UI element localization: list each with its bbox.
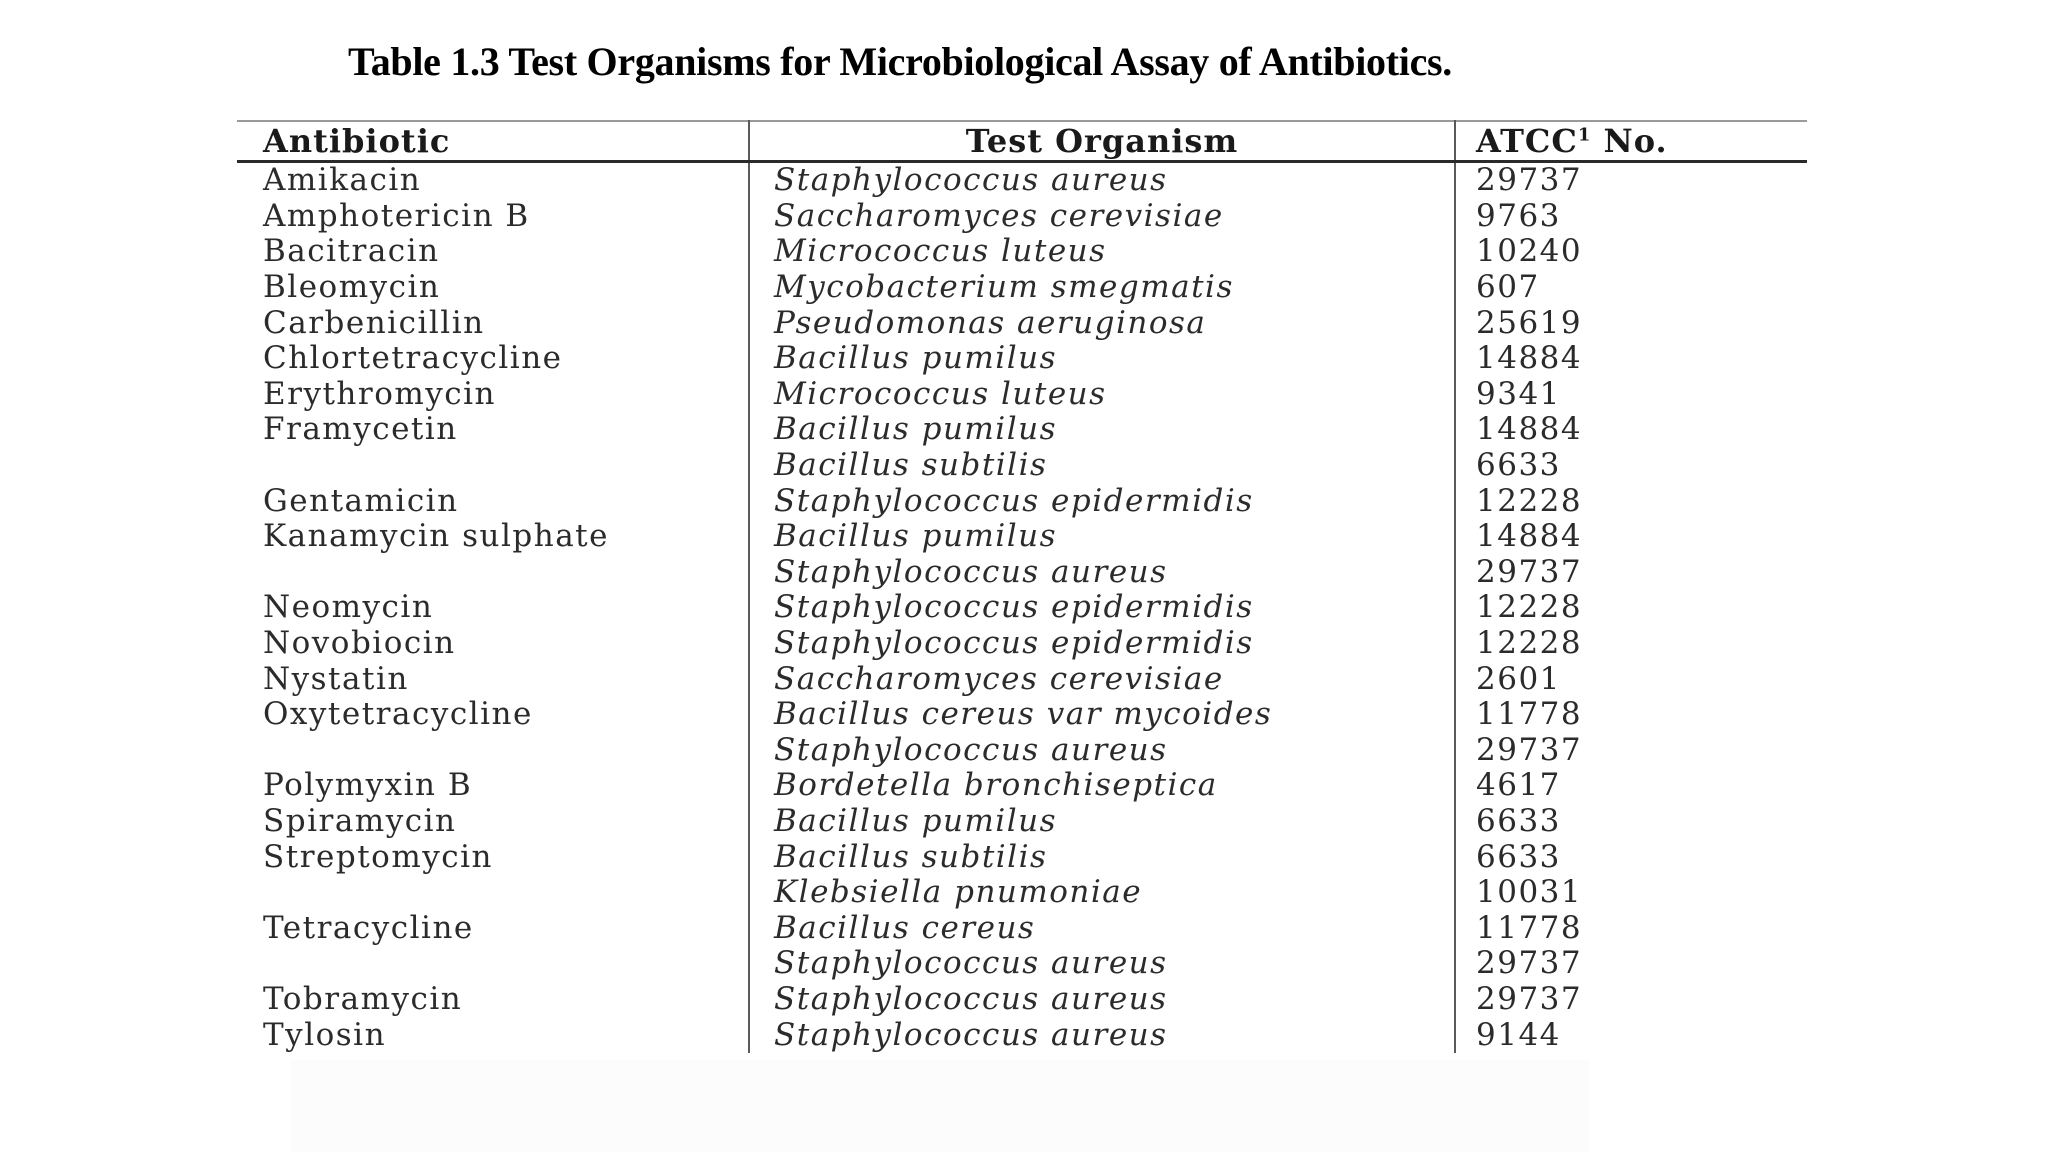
atcc-number-cell: 11778 bbox=[1455, 697, 1807, 733]
table-row bbox=[237, 412, 1807, 448]
table-row bbox=[237, 839, 1807, 875]
antibiotic-cell: Tetracycline bbox=[263, 909, 474, 946]
antibiotic-cell bbox=[237, 946, 749, 982]
antibiotic-table-container bbox=[237, 120, 1807, 1053]
antibiotic-cell: Chlortetracycline bbox=[263, 340, 563, 377]
atcc-number-cell: 9341 bbox=[1455, 377, 1807, 413]
atcc-number-cell: 6633 bbox=[1455, 448, 1807, 484]
atcc-number-cell: 9763 bbox=[1455, 199, 1807, 235]
antibiotic-cell: Amikacin bbox=[263, 162, 422, 199]
test-organism-cell: Bacillus pumilus bbox=[749, 341, 1455, 377]
test-organism-cell: Bacillus pumilus bbox=[749, 804, 1455, 840]
antibiotic-cell bbox=[237, 555, 749, 591]
atcc-number-cell: 25619 bbox=[1455, 305, 1807, 341]
antibiotic-cell: Erythromycin bbox=[263, 375, 497, 412]
antibiotic-cell: Framycetin bbox=[263, 411, 458, 448]
atcc-number-cell: 14884 bbox=[1455, 341, 1807, 377]
table-row bbox=[237, 519, 1807, 555]
table-row bbox=[237, 483, 1807, 519]
antibiotic-cell: Tylosin bbox=[263, 1016, 387, 1053]
header-atcc-footnote-marker: 1 bbox=[1577, 124, 1592, 146]
antibiotic-cell: Neomycin bbox=[263, 589, 434, 626]
atcc-number-cell: 29737 bbox=[1455, 946, 1807, 982]
atcc-number-cell: 12228 bbox=[1455, 483, 1807, 519]
antibiotic-cell bbox=[237, 448, 749, 484]
atcc-number-cell: 6633 bbox=[1455, 839, 1807, 875]
table-header bbox=[237, 121, 1807, 162]
antibiotic-cell: Amphotericin B bbox=[263, 197, 530, 234]
test-organism-cell: Staphylococcus epidermidis bbox=[749, 590, 1455, 626]
test-organism-cell: Bacillus pumilus bbox=[749, 519, 1455, 555]
test-organism-cell: Micrococcus luteus bbox=[749, 234, 1455, 270]
table-row bbox=[237, 234, 1807, 270]
header-atcc-no-label: No. bbox=[1591, 122, 1668, 160]
atcc-number-cell: 29737 bbox=[1455, 982, 1807, 1018]
antibiotic-cell: Novobiocin bbox=[263, 625, 456, 662]
table-row bbox=[237, 162, 1807, 199]
test-organism-cell: Staphylococcus epidermidis bbox=[749, 626, 1455, 662]
table-row bbox=[237, 768, 1807, 804]
atcc-number-cell: 9144 bbox=[1455, 1017, 1807, 1053]
test-organism-cell: Pseudomonas aeruginosa bbox=[749, 305, 1455, 341]
table-row bbox=[237, 270, 1807, 306]
test-organism-cell: Staphylococcus aureus bbox=[749, 733, 1455, 769]
table-row bbox=[237, 733, 1807, 769]
atcc-number-cell: 29737 bbox=[1455, 733, 1807, 769]
atcc-number-cell: 14884 bbox=[1455, 519, 1807, 555]
table-row bbox=[237, 910, 1807, 946]
antibiotic-cell: Oxytetracycline bbox=[263, 696, 533, 733]
table-row bbox=[237, 875, 1807, 911]
table-row bbox=[237, 982, 1807, 1018]
header-atcc-label: ATCC bbox=[1476, 122, 1578, 160]
atcc-number-cell: 6633 bbox=[1455, 804, 1807, 840]
test-organism-cell: Saccharomyces cerevisiae bbox=[749, 661, 1455, 697]
header-atcc-no bbox=[1455, 121, 1807, 162]
atcc-number-cell: 10240 bbox=[1455, 234, 1807, 270]
test-organism-cell: Bordetella bronchiseptica bbox=[749, 768, 1455, 804]
test-organism-cell: Saccharomyces cerevisiae bbox=[749, 199, 1455, 235]
antibiotic-cell: Polymyxin B bbox=[263, 767, 473, 804]
atcc-number-cell: 10031 bbox=[1455, 875, 1807, 911]
bottom-blank-area bbox=[290, 1060, 1590, 1152]
antibiotic-cell: Spiramycin bbox=[263, 802, 457, 839]
atcc-number-cell: 4617 bbox=[1455, 768, 1807, 804]
atcc-number-cell: 29737 bbox=[1455, 162, 1807, 199]
antibiotic-cell: Tobramycin bbox=[263, 980, 463, 1017]
antibiotic-cell bbox=[237, 875, 749, 911]
antibiotic-cell: Nystatin bbox=[263, 660, 409, 697]
table-row bbox=[237, 448, 1807, 484]
table-row bbox=[237, 377, 1807, 413]
table-row bbox=[237, 305, 1807, 341]
atcc-number-cell: 12228 bbox=[1455, 626, 1807, 662]
test-organism-cell: Staphylococcus aureus bbox=[749, 982, 1455, 1018]
antibiotic-cell: Bacitracin bbox=[263, 233, 440, 270]
atcc-number-cell: 12228 bbox=[1455, 590, 1807, 626]
table-row bbox=[237, 341, 1807, 377]
table-row bbox=[237, 555, 1807, 591]
antibiotic-cell: Bleomycin bbox=[263, 269, 441, 306]
table-row bbox=[237, 661, 1807, 697]
test-organism-cell: Staphylococcus aureus bbox=[749, 946, 1455, 982]
table-body bbox=[237, 162, 1807, 1053]
test-organism-cell: Staphylococcus aureus bbox=[749, 1017, 1455, 1053]
test-organism-cell: Staphylococcus aureus bbox=[749, 555, 1455, 591]
test-organism-cell: Bacillus subtilis bbox=[749, 839, 1455, 875]
test-organism-cell: Micrococcus luteus bbox=[749, 377, 1455, 413]
antibiotic-cell: Carbenicillin bbox=[263, 304, 485, 341]
table-row bbox=[237, 697, 1807, 733]
atcc-number-cell: 11778 bbox=[1455, 910, 1807, 946]
test-organism-cell: Mycobacterium smegmatis bbox=[749, 270, 1455, 306]
table-row bbox=[237, 626, 1807, 662]
atcc-number-cell: 14884 bbox=[1455, 412, 1807, 448]
antibiotic-test-organisms-table bbox=[237, 120, 1807, 1053]
test-organism-cell: Klebsiella pnumoniae bbox=[749, 875, 1455, 911]
header-antibiotic: Antibiotic bbox=[263, 122, 451, 160]
table-title: Table 1.3 Test Organisms for Microbiological Assay of Antibiotics. bbox=[348, 39, 1452, 84]
antibiotic-cell: Streptomycin bbox=[263, 838, 493, 875]
header-test-organism: Test Organism bbox=[749, 121, 1455, 162]
table-row bbox=[237, 946, 1807, 982]
test-organism-cell: Staphylococcus aureus bbox=[749, 162, 1455, 199]
atcc-number-cell: 2601 bbox=[1455, 661, 1807, 697]
test-organism-cell: Bacillus pumilus bbox=[749, 412, 1455, 448]
table-row bbox=[237, 590, 1807, 626]
table-row bbox=[237, 804, 1807, 840]
antibiotic-cell bbox=[237, 733, 749, 769]
header-row bbox=[237, 121, 1807, 162]
table-row bbox=[237, 1017, 1807, 1053]
antibiotic-cell: Gentamicin bbox=[263, 482, 459, 519]
antibiotic-cell: Kanamycin sulphate bbox=[263, 518, 609, 555]
table-row bbox=[237, 199, 1807, 235]
test-organism-cell: Bacillus cereus var mycoides bbox=[749, 697, 1455, 733]
test-organism-cell: Bacillus subtilis bbox=[749, 448, 1455, 484]
test-organism-cell: Staphylococcus epidermidis bbox=[749, 483, 1455, 519]
atcc-number-cell: 607 bbox=[1455, 270, 1807, 306]
test-organism-cell: Bacillus cereus bbox=[749, 910, 1455, 946]
atcc-number-cell: 29737 bbox=[1455, 555, 1807, 591]
